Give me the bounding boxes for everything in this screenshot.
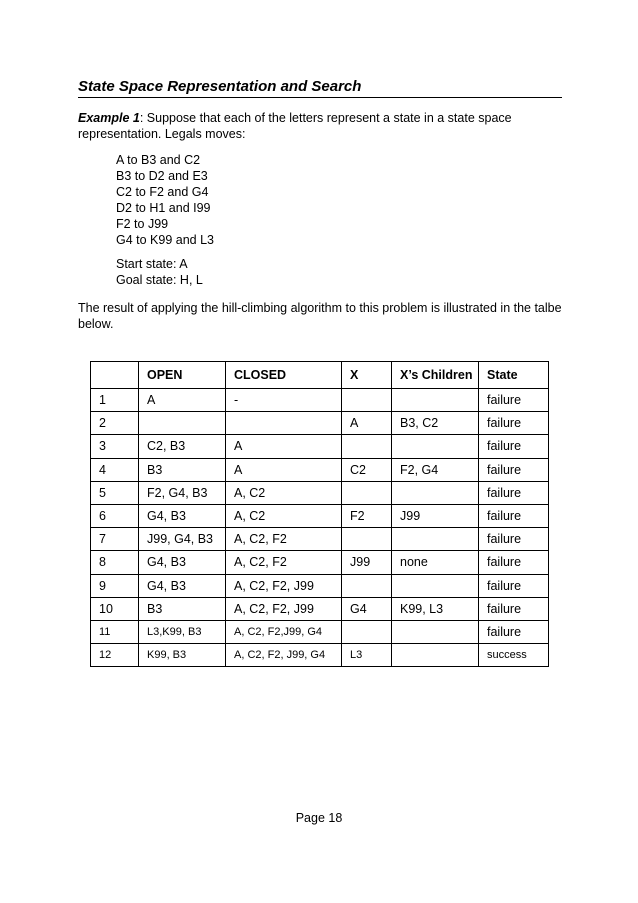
- cell-children: [392, 435, 479, 458]
- cell-state: failure: [479, 551, 549, 574]
- cell-closed: A, C2, F2, J99, G4: [226, 644, 342, 667]
- move-item: G4 to K99 and L3: [116, 233, 214, 247]
- cell-state: failure: [479, 435, 549, 458]
- cell-closed: A, C2, F2, J99: [226, 574, 342, 597]
- table-row: [91, 458, 549, 481]
- cell-open: A: [139, 389, 226, 412]
- cell-state: failure: [479, 481, 549, 504]
- goal-state: Goal state: H, L: [116, 273, 203, 287]
- cell-children: [392, 620, 479, 643]
- cell-children: none: [392, 551, 479, 574]
- cell-step: 1: [91, 389, 139, 412]
- cell-x: [342, 574, 392, 597]
- cell-open: F2, G4, B3: [139, 481, 226, 504]
- table-row: [91, 620, 549, 643]
- cell-state: failure: [479, 458, 549, 481]
- cell-closed: A, C2, F2: [226, 528, 342, 551]
- cell-closed: A, C2, F2,J99, G4: [226, 620, 342, 643]
- example-label: Example 1: [78, 111, 140, 125]
- table-row: [91, 412, 549, 435]
- start-state: Start state: A: [116, 257, 188, 271]
- cell-open: C2, B3: [139, 435, 226, 458]
- cell-state: failure: [479, 389, 549, 412]
- header-state: State: [479, 362, 549, 389]
- cell-x: F2: [342, 504, 392, 527]
- cell-x: A: [342, 412, 392, 435]
- table-row: [91, 435, 549, 458]
- section-title: State Space Representation and Search: [78, 78, 562, 98]
- table-body: [91, 389, 549, 667]
- cell-closed: A, C2: [226, 504, 342, 527]
- header-x: X: [342, 362, 392, 389]
- hill-climbing-table: [90, 361, 549, 667]
- cell-x: C2: [342, 458, 392, 481]
- table-row: [91, 597, 549, 620]
- cell-x: [342, 528, 392, 551]
- header-children: X’s Children: [392, 362, 479, 389]
- cell-step: 12: [91, 644, 139, 667]
- cell-x: [342, 481, 392, 504]
- cell-step: 7: [91, 528, 139, 551]
- cell-step: 11: [91, 620, 139, 643]
- cell-step: 10: [91, 597, 139, 620]
- cell-closed: A, C2, F2, J99: [226, 597, 342, 620]
- cell-children: B3, C2: [392, 412, 479, 435]
- cell-step: 9: [91, 574, 139, 597]
- cell-closed: A: [226, 458, 342, 481]
- header-open: OPEN: [139, 362, 226, 389]
- table-row: [91, 528, 549, 551]
- table-row: [91, 389, 549, 412]
- header-step: [91, 362, 139, 389]
- cell-open: L3,K99, B3: [139, 620, 226, 643]
- cell-state: failure: [479, 412, 549, 435]
- cell-open: G4, B3: [139, 574, 226, 597]
- table-row: [91, 574, 549, 597]
- page-number: Page 18: [295, 811, 343, 825]
- cell-step: 4: [91, 458, 139, 481]
- cell-x: G4: [342, 597, 392, 620]
- cell-state: failure: [479, 620, 549, 643]
- cell-children: J99: [392, 504, 479, 527]
- result-paragraph: The result of applying the hill-climbing algorithm to this problem is illustrated in the talbe below.: [78, 301, 562, 331]
- cell-children: [392, 574, 479, 597]
- table-header-row: [91, 362, 549, 389]
- cell-x: [342, 620, 392, 643]
- legal-moves-list: [116, 152, 214, 248]
- cell-children: F2, G4: [392, 458, 479, 481]
- cell-children: K99, L3: [392, 597, 479, 620]
- move-item: C2 to F2 and G4: [116, 185, 209, 199]
- intro-paragraph: [78, 110, 568, 142]
- cell-state: failure: [479, 504, 549, 527]
- state-definitions: [116, 256, 203, 288]
- cell-open: J99, G4, B3: [139, 528, 226, 551]
- cell-closed: [226, 412, 342, 435]
- move-item: B3 to D2 and E3: [116, 169, 208, 183]
- cell-children: [392, 481, 479, 504]
- move-item: F2 to J99: [116, 217, 169, 231]
- move-item: D2 to H1 and I99: [116, 201, 211, 215]
- cell-state: failure: [479, 597, 549, 620]
- cell-closed: -: [226, 389, 342, 412]
- table-row: [91, 551, 549, 574]
- cell-step: 3: [91, 435, 139, 458]
- cell-open: [139, 412, 226, 435]
- cell-x: [342, 435, 392, 458]
- cell-x: J99: [342, 551, 392, 574]
- move-item: A to B3 and C2: [116, 153, 201, 167]
- cell-closed: A: [226, 435, 342, 458]
- cell-children: [392, 389, 479, 412]
- table-row: [91, 481, 549, 504]
- cell-open: B3: [139, 458, 226, 481]
- cell-state: failure: [479, 574, 549, 597]
- cell-open: G4, B3: [139, 504, 226, 527]
- cell-closed: A, C2: [226, 481, 342, 504]
- cell-x: [342, 389, 392, 412]
- cell-step: 8: [91, 551, 139, 574]
- cell-open: B3: [139, 597, 226, 620]
- cell-state: success: [479, 644, 549, 667]
- cell-step: 2: [91, 412, 139, 435]
- cell-step: 6: [91, 504, 139, 527]
- intro-text: : Suppose that each of the letters represent a state in a state space representation. Legals moves:: [78, 111, 512, 141]
- header-closed: CLOSED: [226, 362, 342, 389]
- cell-open: G4, B3: [139, 551, 226, 574]
- cell-x: L3: [342, 644, 392, 667]
- cell-open: K99, B3: [139, 644, 226, 667]
- cell-children: [392, 528, 479, 551]
- cell-children: [392, 644, 479, 667]
- table-row: [91, 644, 549, 667]
- cell-state: failure: [479, 528, 549, 551]
- cell-closed: A, C2, F2: [226, 551, 342, 574]
- cell-step: 5: [91, 481, 139, 504]
- table-row: [91, 504, 549, 527]
